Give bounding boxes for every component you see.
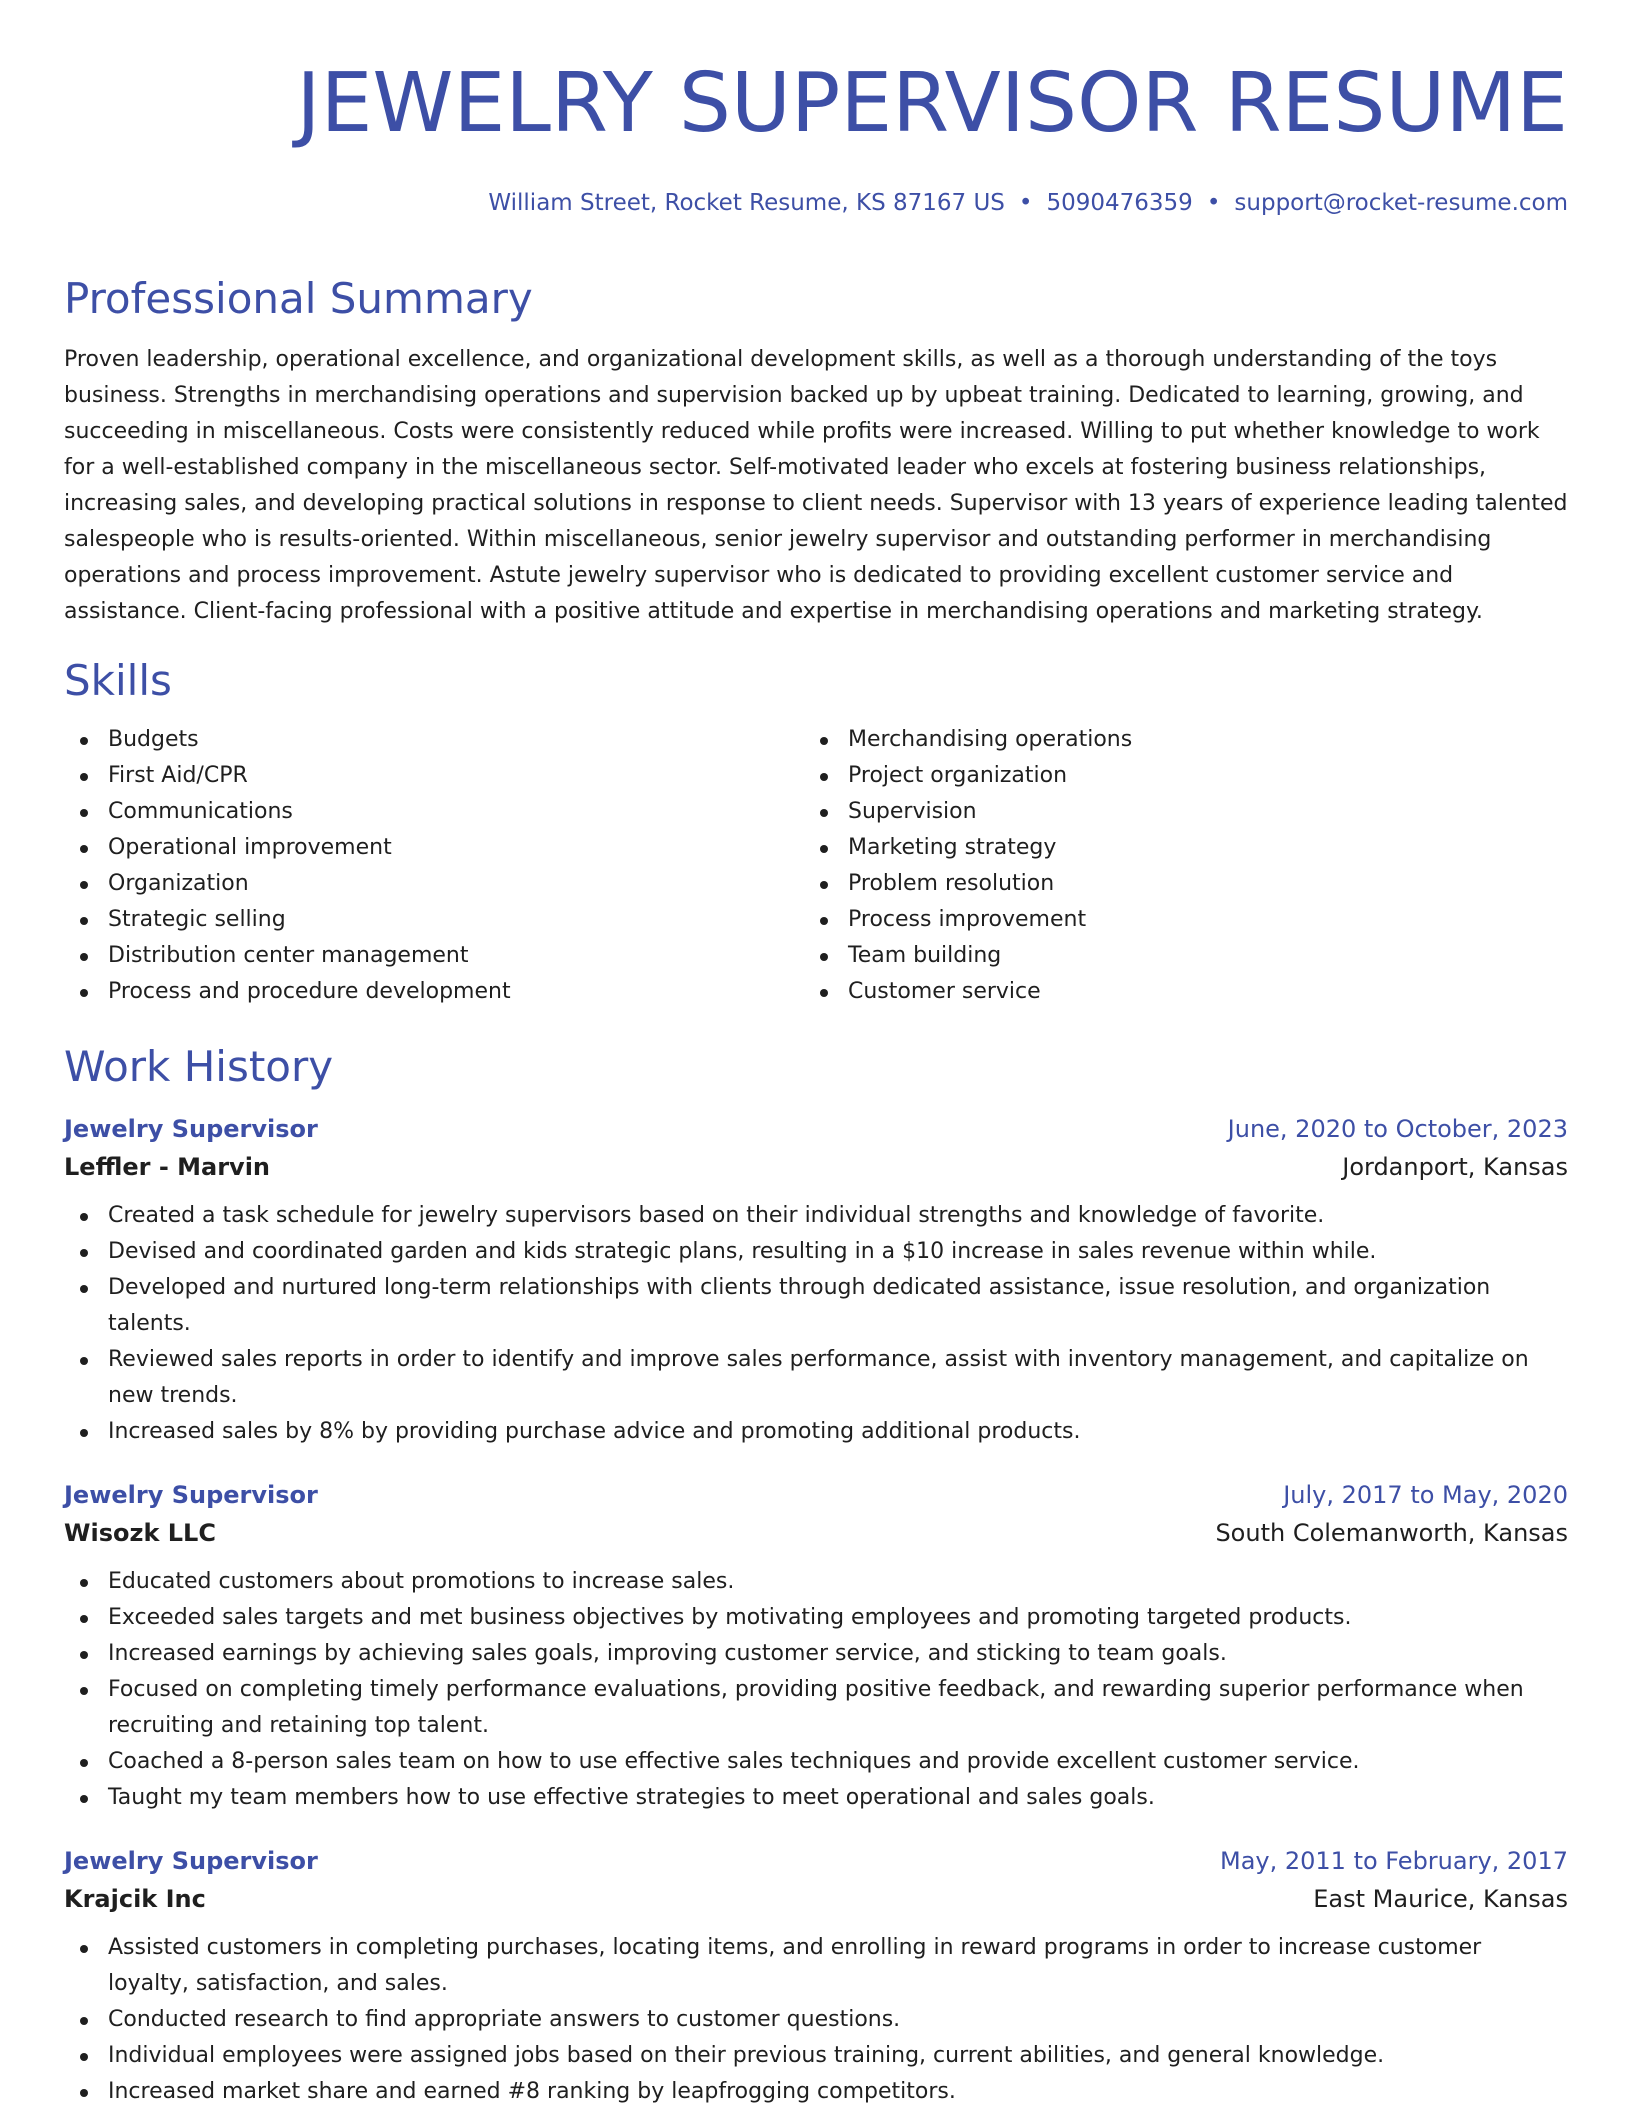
job-subheader [64,1514,1568,1552]
duty-item: Focused on completing timely performance evaluations, providing positive feedback, and rewarding superior performance when recruiting and retaining top talent. [64,1672,1568,1744]
job-header [64,1110,1568,1148]
job-company: Wisozk LLC [64,1519,216,1547]
contact-separator: • [1206,190,1221,216]
skills-list [64,722,1568,1010]
skill-item: Organization [64,866,804,902]
job-location: South Colemanworth, Kansas [1215,1519,1568,1547]
skills-column-left [64,722,804,1010]
job-dates: May, 2011 to February, 2017 [1220,1847,1568,1875]
skill-item: Communications [64,794,804,830]
duty-item: Exceeded sales targets and met business objectives by motivating employees and promoting targeted products. [64,1600,1568,1636]
job-header [64,1476,1568,1514]
duty-item: Conducted research to find appropriate answers to customer questions. [64,2002,1568,2038]
job-subheader [64,1148,1568,1186]
skill-item: Supervision [804,794,1544,830]
contact-email[interactable]: support@rocket-resume.com [1234,190,1568,216]
contact-separator: • [1018,190,1033,216]
duty-item: Educated customers about promotions to increase sales. [64,1564,1568,1600]
skill-item: Merchandising operations [804,722,1544,758]
skill-item: Operational improvement [64,830,804,866]
resume-title: JEWELRY SUPERVISOR RESUME [296,56,1568,151]
job-dates: June, 2020 to October, 2023 [1227,1115,1568,1143]
duty-item: Developed and nurtured long-term relationships with clients through dedicated assistance, issue resolution, and organization talents. [64,1270,1568,1342]
duty-item: Taught my team members how to use effective strategies to meet operational and sales goals. [64,1780,1568,1816]
contact-line [64,188,1568,218]
job-header [64,1842,1568,1880]
summary-text: Proven leadership, operational excellence, and organizational development skills, as well as a thorough understanding of the toys business. Strengths in merchandising operations and supervision backed up by upbeat training. Dedicated to learning, growing, and succeeding in miscellaneous. Costs were consistently reduced while profits were increased. Willing to put whether knowledge to work for a well-established company in the miscellaneous sector. Self-motivated leader who excels at fostering business relationships, increasing sales, and developing practical solutions in response to client needs. Supervisor with 13 years of experience leading talented salespeople who is results-oriented. Within miscellaneous, senior jewelry supervisor and outstanding performer in merchandising operations and process improvement. Astute jewelry supervisor who is dedicated to providing excellent customer service and assistance. Client-facing professional with a positive attitude and expertise in merchandising operations and marketing strategy. [64,347,1568,624]
job-company: Krajcik Inc [64,1885,206,1913]
duty-item: Reviewed sales reports in order to identify and improve sales performance, assist with inventory management, and capitalize on new trends. [64,1342,1568,1414]
duty-item: Increased earnings by achieving sales goals, improving customer service, and sticking to team goals. [64,1636,1568,1672]
job-entry [64,1110,1568,1450]
job-role: Jewelry Supervisor [64,1115,318,1143]
skill-item: Project organization [804,758,1544,794]
skill-item: Strategic selling [64,902,804,938]
job-role: Jewelry Supervisor [64,1847,318,1875]
skill-item: Marketing strategy [804,830,1544,866]
job-subheader [64,1880,1568,1918]
duty-item: Coached a 8-person sales team on how to use effective sales techniques and provide excellent customer service. [64,1744,1568,1780]
contact-address: William Street, Rocket Resume, KS 87167 US [488,190,1005,216]
work-history-heading: Work History [64,1042,334,1091]
job-entry [64,1842,1568,2110]
skill-item: Problem resolution [804,866,1544,902]
job-duties [64,1198,1568,1450]
duty-item: Increased sales by 8% by providing purchase advice and promoting additional products. [64,1414,1568,1450]
job-entry [64,1476,1568,1816]
skill-item: Team building [804,938,1544,974]
duty-item: Individual employees were assigned jobs based on their previous training, current abilities, and general knowledge. [64,2038,1568,2074]
summary-heading: Professional Summary [64,274,533,323]
skill-item: Customer service [804,974,1544,1010]
job-location: East Maurice, Kansas [1313,1885,1568,1913]
skill-item: Distribution center management [64,938,804,974]
skill-item: Budgets [64,722,804,758]
duty-item: Assisted customers in completing purchases, locating items, and enrolling in reward programs in order to increase customer loyalty, satisfaction, and sales. [64,1930,1568,2002]
job-company: Leffler - Marvin [64,1153,271,1181]
contact-phone: 5090476359 [1046,190,1193,216]
duty-item: Created a task schedule for jewelry supervisors based on their individual strengths and knowledge of favorite. [64,1198,1568,1234]
job-duties [64,1930,1568,2110]
skills-heading: Skills [64,656,172,705]
duty-item: Devised and coordinated garden and kids strategic plans, resulting in a $10 increase in sales revenue within while. [64,1234,1568,1270]
job-location: Jordanport, Kansas [1342,1153,1568,1181]
job-dates: July, 2017 to May, 2020 [1283,1481,1568,1509]
skill-item: First Aid/CPR [64,758,804,794]
skill-item: Process improvement [804,902,1544,938]
duty-item: Increased market share and earned #8 ranking by leapfrogging competitors. [64,2074,1568,2110]
skills-column-right [804,722,1544,1010]
skill-item: Process and procedure development [64,974,804,1010]
job-duties [64,1564,1568,1816]
job-role: Jewelry Supervisor [64,1481,318,1509]
